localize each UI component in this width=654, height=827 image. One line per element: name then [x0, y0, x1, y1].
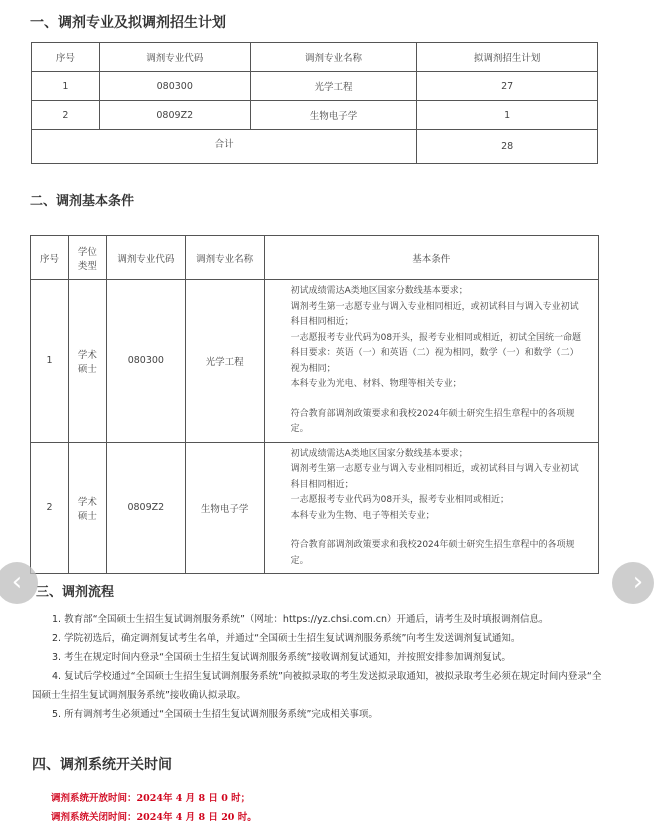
section2-title: 二、调剂基本条件: [30, 194, 135, 209]
table-row: [31, 280, 599, 443]
cond-text-line: 科目相同相近；: [290, 479, 354, 490]
process-item: 1. 教育部“全国硕士生招生复试调剂服务系统”（网址：https://yz.chsi.com.cn）开通后，请考生及时填报调剂信息。: [52, 614, 549, 625]
table-row: [31, 442, 599, 574]
cond-header-code: 调剂专业代码: [106, 236, 185, 280]
table-row: [32, 101, 598, 130]
prev-arrow-button[interactable]: [0, 562, 38, 604]
next-arrow-button[interactable]: [612, 562, 654, 604]
plan-header-row: [32, 43, 598, 72]
section1-title: 一、调剂专业及拟调剂招生计划: [30, 15, 226, 31]
open-time: 调剂系统开放时间：2024年 4 月 8 日 0 时；: [51, 793, 251, 804]
plan-header-no: 序号: [32, 43, 100, 72]
cond-text-line: 符合教育部调剂政策要求和我校2024年硕士研究生招生章程中的各项规: [290, 540, 575, 550]
cond-text-line: 初试成绩需达A类地区国家分数线基本要求；: [290, 286, 468, 296]
plan-cell-code: 0809Z2: [99, 101, 250, 130]
plan-header-quota: 拟调剂招生计划: [417, 43, 598, 72]
cond-text-line: 初试成绩需达A类地区国家分数线基本要求；: [290, 448, 468, 459]
cond-text-line: 定。: [290, 555, 309, 566]
cond-cell-name: 光学工程: [185, 280, 264, 443]
section4-title: 四、调剂系统开关时间: [32, 757, 172, 773]
plan-table: [31, 42, 598, 164]
cond-cell-name: 生物电子学: [185, 442, 264, 574]
cond-cell-code: 080300: [106, 280, 185, 443]
plan-cell-code: 080300: [99, 72, 250, 101]
cond-cell-conditions: [264, 442, 598, 574]
plan-header-code: 调剂专业代码: [99, 43, 250, 72]
plan-cell-no: 2: [32, 101, 100, 130]
cond-header-no: 序号: [31, 236, 69, 280]
cond-text-line: 符合教育部调剂政策要求和我校2024年硕士研究生招生章程中的各项规: [290, 408, 575, 419]
cond-text-line: 科目相同相近；: [290, 317, 354, 327]
plan-cell-quota: 1: [417, 101, 598, 130]
cond-text-line: 科目要求：英语（一）和英语（二）视为相同，数学（一）和数学（二）: [290, 348, 579, 358]
close-time: 调剂系统关闭时间：2024年 4 月 8 日 20 时。: [51, 812, 257, 823]
cond-cell-degree: 学术硕士: [68, 442, 106, 574]
cond-cell-code: 0809Z2: [106, 442, 185, 574]
cond-spacer: [291, 393, 592, 407]
cond-text-line: 一志愿报考专业代码为08开头，报考专业相同或相近，初试全国统一命题: [290, 332, 582, 343]
cond-cell-conditions: [264, 280, 598, 443]
plan-total-row: [32, 130, 598, 164]
plan-cell-quota: 27: [417, 72, 598, 101]
cond-header-row: [31, 236, 599, 280]
cond-text-line: 一志愿报考专业代码为08开头，报考专业相同或相近；: [290, 495, 510, 505]
plan-cell-name: 生物电子学: [250, 101, 417, 130]
cond-text-line: 本科专业为生物、电子等相关专业；: [290, 510, 435, 521]
cond-spacer: [291, 524, 592, 538]
chevron-left-icon: ‹: [11, 567, 23, 597]
process-item: 3. 考生在规定时间内登录“全国硕士生招生复试调剂服务系统”接收调剂复试通知，并按照安排参加调剂复试。: [52, 652, 511, 663]
cond-header-name: 调剂专业名称: [185, 236, 264, 280]
process-item: 5. 所有调剂考生必须通过“全国硕士生招生复试调剂服务系统”完成相关事项。: [52, 709, 378, 720]
cond-header-conditions: 基本条件: [264, 236, 598, 280]
plan-cell-no: 1: [32, 72, 100, 101]
cond-text-line: 调剂考生第一志愿专业与调入专业相同相近，或初试科目与调入专业初试: [290, 301, 579, 312]
process-item: 4. 复试后学校通过“全国硕士生招生复试调剂服务系统”向被拟录取的考生发送拟录取通知，被拟录取考生必须在规定时间内登录“全国硕士生招生复试调剂服务系统”接收确认拟录取。: [32, 671, 602, 701]
cond-header-degree: 学位类型: [68, 236, 106, 280]
cond-text-line: 本科专业为光电、材料、物理等相关专业；: [290, 379, 462, 389]
cond-cell-no: 2: [31, 442, 69, 574]
plan-header-name: 调剂专业名称: [250, 43, 417, 72]
process-list: [32, 610, 602, 724]
plan-cell-name: 光学工程: [250, 72, 417, 101]
cond-text-line: 调剂考生第一志愿专业与调入专业相同相近，或初试科目与调入专业初试: [290, 464, 579, 474]
plan-total-label: 合计: [32, 130, 417, 164]
table-row: [32, 72, 598, 101]
process-item: 2. 学院初选后，确定调剂复试考生名单，并通过“全国硕士生招生复试调剂服务系统”向考生发送调剂复试通知。: [52, 633, 521, 644]
section3-title: 三、调剂流程: [36, 585, 115, 600]
chevron-right-icon: ›: [632, 567, 644, 597]
conditions-table: [30, 235, 599, 574]
cond-cell-degree: 学术硕士: [68, 280, 106, 443]
cond-cell-no: 1: [31, 280, 69, 443]
plan-total-value: 28: [417, 130, 598, 164]
cond-text-line: 视为相同；: [290, 363, 336, 374]
cond-text-line: 定。: [290, 424, 309, 434]
